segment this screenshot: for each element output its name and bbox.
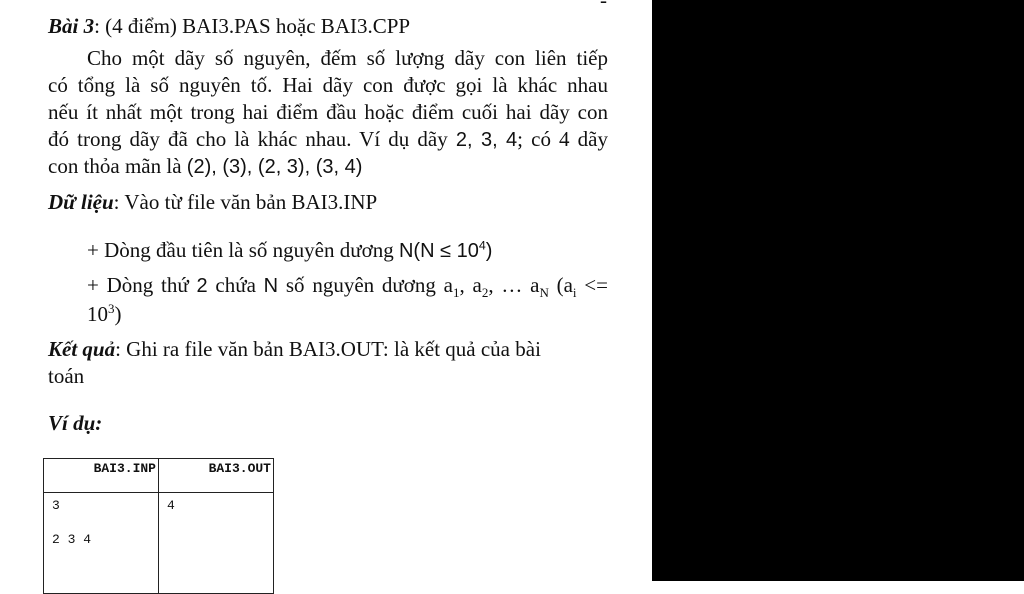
output-sample-line-1: 4 <box>167 498 175 513</box>
output-heading <box>48 337 541 362</box>
description-text: đó trong dãy đã cho là khác nhau. Ví dụ dãy <box>48 127 456 151</box>
input-text: : Vào từ file văn bản BAI3.INP <box>113 190 378 214</box>
description-line-3: nếu ít nhất một trong hai điểm đầu hoặc điểm cuối hai dãy con <box>48 100 608 124</box>
input-line-2: + Dòng thứ 2 chứa N số nguyên dương $a_1$, $a_2$, … $a_N$ ($a_i$ <= <box>87 273 608 301</box>
input-sample-line-1: 3 <box>52 498 60 513</box>
page-header-mark: - <box>600 0 607 12</box>
input-heading <box>48 190 377 215</box>
description-line-2: có tổng là số nguyên tố. Hai dãy con được gọi là khác nhau <box>48 73 608 97</box>
output-text: : Ghi ra file văn bản BAI3.OUT: là kết quả của bài <box>115 337 541 361</box>
table-row <box>44 493 274 594</box>
description-text: con thỏa mãn là <box>48 154 187 178</box>
example-subsequences: (2), (3), (2, 3), (3, 4) <box>186 156 363 178</box>
description-line-1: Cho một dãy số nguyên, đếm số lượng dãy con liên tiếp <box>87 46 608 70</box>
example-sequence: 2, 3, 4 <box>455 129 518 151</box>
header-input-file: BAI3.INP <box>44 459 159 493</box>
input-sample-line-2: 2 3 4 <box>52 532 92 547</box>
table-header-row <box>44 459 274 493</box>
input-line-1 <box>87 238 492 264</box>
input-sample-cell <box>44 493 159 594</box>
black-side-panel <box>652 0 1024 581</box>
description-line-4 <box>48 127 608 153</box>
problem-label: Bài 3 <box>48 14 95 38</box>
constraint-n: $N(N \le 10^4)$ <box>398 238 493 262</box>
example-table <box>43 458 274 594</box>
input-label: Dữ liệu <box>48 190 114 214</box>
description-text: ; có 4 dãy <box>517 127 608 151</box>
output-sample-cell <box>159 493 274 594</box>
description-line-5 <box>48 154 362 180</box>
output-label: Kết quả <box>48 337 116 361</box>
output-line-2: toán <box>48 364 85 388</box>
header-output-file: BAI3.OUT <box>159 459 274 493</box>
input-line-3: $10^3$) <box>87 301 122 326</box>
example-heading: Ví dụ: <box>48 411 103 435</box>
problem-title <box>48 14 410 39</box>
input-line-text: + Dòng đầu tiên là số nguyên dương <box>87 238 399 262</box>
problem-points: : (4 điểm) BAI3.PAS hoặc BAI3.CPP <box>94 14 411 38</box>
